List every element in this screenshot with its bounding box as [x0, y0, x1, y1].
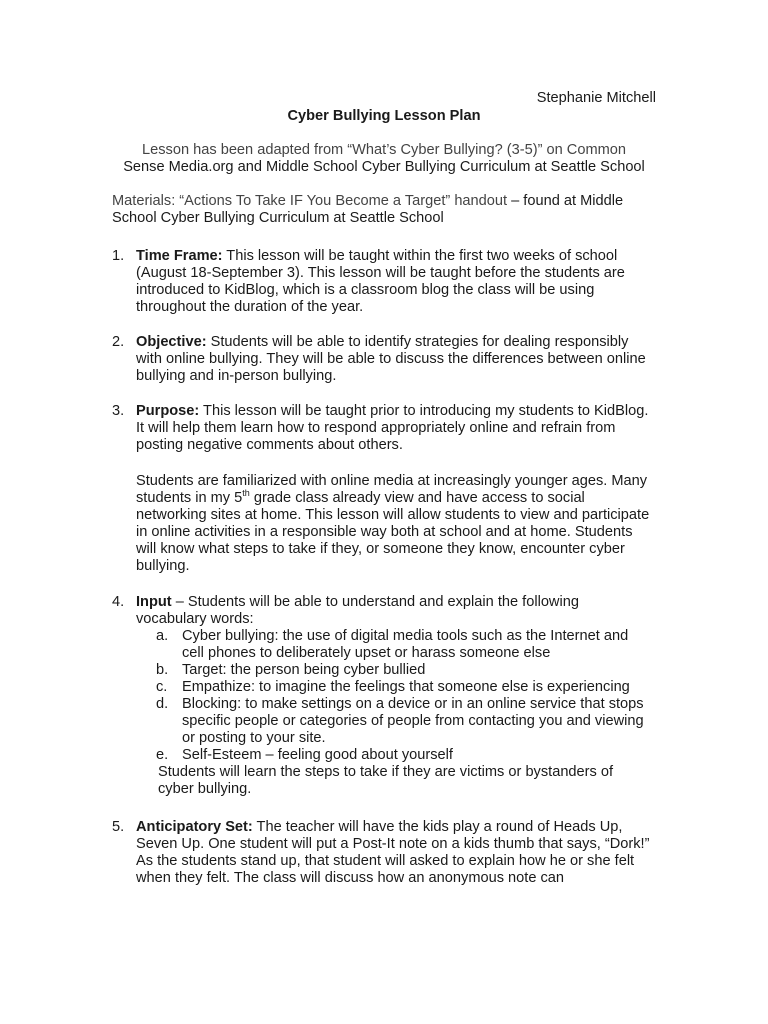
vocab-item [136, 747, 652, 764]
section-number: 1. [112, 248, 125, 264]
vocab-item [136, 679, 652, 696]
section-heading: Input [136, 594, 172, 610]
section-text: – Students will be able to understand and explain the following vocabulary words: [136, 594, 579, 627]
vocab-text: Cyber bullying: the use of digital media tools such as the Internet and cell phones to deliberately upset or harass someone else [182, 628, 629, 661]
materials-note [112, 193, 656, 227]
vocab-letter: b. [156, 662, 169, 678]
section-input [112, 594, 652, 798]
input-closing-text: Students will learn the steps to take if they are victims or bystanders of cyber bullying. [158, 764, 614, 797]
section-heading: Time Frame: [136, 248, 223, 264]
vocab-letter: c. [156, 679, 168, 695]
vocab-letter: d. [156, 696, 169, 712]
vocabulary-list [136, 628, 652, 764]
vocab-text: Empathize: to imagine the feelings that someone else is experiencing [182, 679, 630, 695]
section-heading: Objective: [136, 334, 207, 350]
purpose-para2-a: Students are familiarized with online media at increasingly younger ages. Many students in my 5 [136, 473, 648, 506]
section-text: The teacher will have the kids play a round of Heads Up, Seven Up. One student will put a Post-It note on a kids thumb that says, “Dork!” As the students stand up, that student will asked to explain how he or she felt when they felt. The class will discuss how an anonymous note can [136, 819, 650, 886]
purpose-para2-sup: th [242, 488, 250, 499]
section-number: 3. [112, 403, 125, 419]
section-objective [112, 334, 652, 385]
vocab-letter: a. [156, 628, 169, 644]
vocab-item [136, 662, 652, 679]
section-anticipatory-set [112, 819, 652, 887]
materials-label: Materials: “Actions To Take IF You Become a Target” handout [112, 193, 508, 209]
materials-source: – found at Middle School Cyber Bullying Curriculum at Seattle School [112, 193, 624, 226]
section-text: Students will be able to identify strategies for dealing responsibly with online bullying. They will be able to discuss the differences between online bullying and in-person bullying. [136, 334, 646, 384]
adaptation-line-1: Lesson has been adapted from “What’s Cyber Bullying? (3-5)” on Common [142, 142, 626, 158]
purpose-para2-b: grade class already view and have access to social networking sites at home. This lesson will allow students to view and participate in online activities in a responsible way both at school and at home. Students will know what steps to take if they, or someone they know, encounter cyber bullying. [136, 490, 650, 574]
vocab-letter: e. [156, 747, 169, 763]
adaptation-line-2: Sense Media.org and Middle School Cyber Bullying Curriculum at Seattle School [123, 159, 645, 175]
vocab-item [136, 628, 652, 662]
section-number: 4. [112, 594, 125, 610]
section-number: 5. [112, 819, 125, 835]
section-text: This lesson will be taught prior to introducing my students to KidBlog. It will help them learn how to respond appropriately online and refrain from posting negative comments about others. [136, 403, 649, 453]
purpose-paragraph-2 [136, 473, 656, 575]
vocab-text: Self-Esteem – feeling good about yourself [182, 747, 453, 763]
section-heading: Anticipatory Set: [136, 819, 253, 835]
adaptation-note [112, 142, 656, 176]
vocab-text: Blocking: to make settings on a device or in an online service that stops specific people or categories of people from contacting you and viewing or posting to your site. [182, 696, 644, 746]
section-purpose [112, 403, 652, 454]
vocab-text: Target: the person being cyber bullied [182, 662, 426, 678]
section-text: This lesson will be taught within the first two weeks of school (August 18-September 3). This lesson will be taught before the students are introduced to KidBlog, which is a classroom blog the class will be using throughout the duration of the year. [136, 248, 625, 315]
section-heading: Purpose: [136, 403, 200, 419]
section-time-frame [112, 248, 652, 316]
section-number: 2. [112, 334, 125, 350]
vocab-item [136, 696, 652, 747]
document-title: Cyber Bullying Lesson Plan [287, 108, 481, 124]
author-name: Stephanie Mitchell [536, 90, 656, 106]
